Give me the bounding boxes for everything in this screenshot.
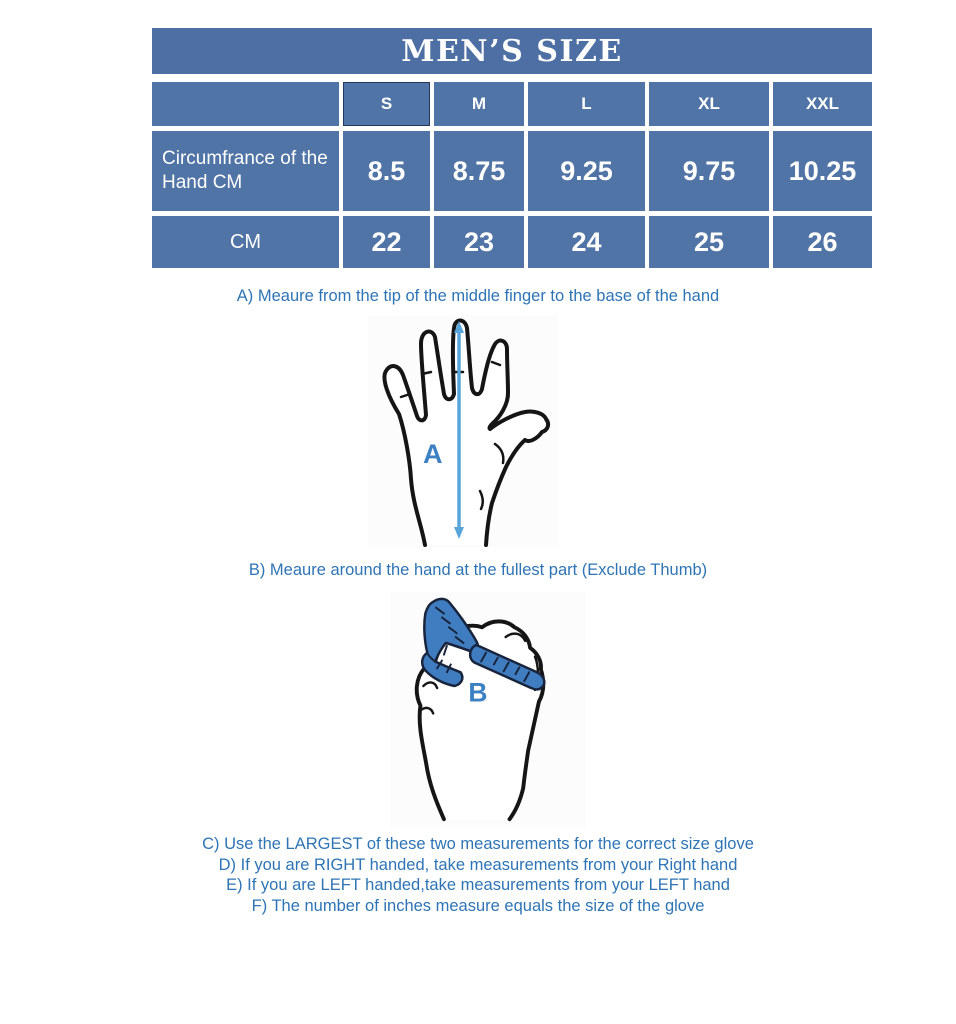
open-hand-icon xyxy=(368,315,558,547)
instruction-f: F) The number of inches measure equals the size of the glove xyxy=(251,896,705,915)
instruction-a: A) Meaure from the tip of the middle finger to the base of the hand xyxy=(236,287,720,305)
mens-size-table xyxy=(152,28,872,268)
circumference-value-xxl: 10.25 xyxy=(773,131,872,211)
table-title: MEN’S SIZE xyxy=(152,28,872,74)
size-header-xxl: XXL xyxy=(773,82,872,126)
instruction-d: D) If you are RIGHT handed, take measurements from your Right hand xyxy=(218,855,738,874)
circumference-row-label: Circumfrance of the Hand CM xyxy=(152,131,339,211)
instruction-b: B) Meaure around the hand at the fullest part (Exclude Thumb) xyxy=(248,561,708,579)
size-header-m: M xyxy=(434,82,524,126)
size-header-l: L xyxy=(528,82,645,126)
circumference-value-s: 8.5 xyxy=(343,131,430,211)
instruction-e: E) If you are LEFT handed,take measurements from your LEFT hand xyxy=(226,876,730,894)
cm-row-label: CM xyxy=(152,216,339,268)
size-header-row xyxy=(152,82,872,126)
cm-row xyxy=(152,216,872,268)
size-header-xl: XL xyxy=(649,82,769,126)
circumference-row xyxy=(152,131,872,211)
cm-value-xl: 25 xyxy=(649,216,769,268)
instructions-c-to-f xyxy=(0,834,956,916)
cm-value-s: 22 xyxy=(343,216,430,268)
empty-corner-cell xyxy=(152,82,339,126)
instruction-c: C) Use the LARGEST of these two measurements for the correct size glove xyxy=(202,835,754,853)
cm-value-xxl: 26 xyxy=(773,216,872,268)
open-hand-measure-figure xyxy=(368,315,558,547)
size-header-s: S xyxy=(343,82,430,126)
fist-measure-figure xyxy=(390,592,586,827)
fist-icon xyxy=(390,592,586,827)
circumference-value-m: 8.75 xyxy=(434,131,524,211)
cm-value-m: 23 xyxy=(434,216,524,268)
figure-label-b: B xyxy=(468,677,488,708)
circumference-value-xl: 9.75 xyxy=(649,131,769,211)
figure-label-a: A xyxy=(423,439,443,469)
cm-value-l: 24 xyxy=(528,216,645,268)
circumference-value-l: 9.25 xyxy=(528,131,645,211)
